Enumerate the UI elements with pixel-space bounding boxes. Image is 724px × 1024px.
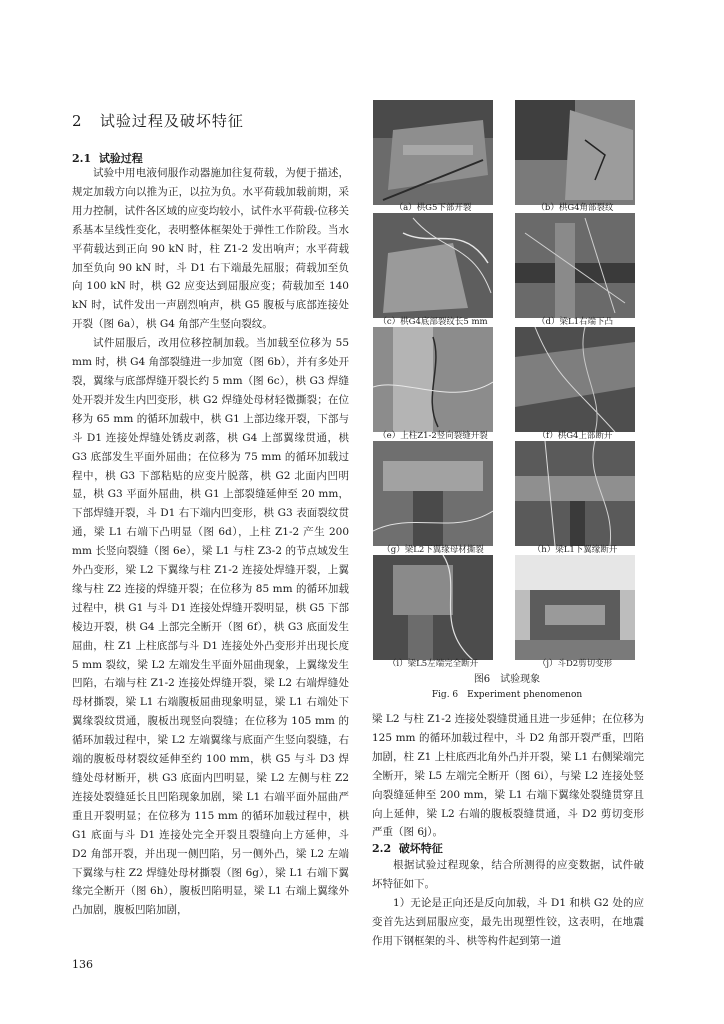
left-column-text	[72, 164, 349, 920]
caption-j: （j）斗D2剪切变形	[537, 659, 613, 669]
section-title: 2 试验过程及破坏特征	[72, 112, 244, 130]
subsection-2-2-title: 2.2 破坏特征	[372, 842, 443, 855]
photo-h	[515, 441, 635, 546]
paragraph: 试验中用电液伺服作动器施加往复荷载，为便于描述，规定加载方向以推为正，以拉为负。水平荷载加载前期，采用力控制，试件各区域的应变均较小，试件水平荷载-位移关系基本呈线性变化，表明整体框架处于弹性工作阶段。当水平荷载达到正向 90 kN 时，柱 Z1-2 发出响声；水平荷载加至负向 90 kN 时，斗 D1 右下端最先屈服；荷载加至负向 100 kN 时，栱 G2 应变达到屈服应变；荷载加至 140 kN 时，试件发出一声剧烈响声，栱 G5 腹板与底部连接处开裂（图 6a），栱 G4 角部产生竖向裂纹。	[72, 167, 349, 331]
caption-b: （b）栱G4角部裂纹	[536, 203, 614, 213]
photo-c	[373, 213, 493, 318]
figure-caption-en: Fig. 6 Experiment phenomenon	[431, 690, 583, 700]
caption-i: （i）梁L5左端完全断开	[387, 659, 479, 669]
caption-e: （e）上柱Z1-2竖向裂缝开裂	[378, 431, 488, 441]
paragraph: 1）无论是正向还是反向加载，斗 D1 和栱 G2 处的应变首先达到屈服应变，最先出现塑性铰，这表明，在地震作用下钢框架的斗、栱等构件起到第一道	[372, 896, 644, 947]
caption-g: （g）梁L2下翼缘母材撕裂	[382, 545, 484, 555]
right-column-text-2	[372, 856, 644, 951]
photo-f	[515, 327, 635, 432]
caption-f: （f）栱G4上部断开	[537, 431, 613, 441]
right-column-text	[372, 710, 644, 842]
paragraph: 根据试验过程现象，结合所测得的应变数据，试件破坏特征如下。	[372, 859, 644, 890]
photo-j	[515, 555, 635, 660]
figure-caption-zh: 图6 试验现象	[473, 674, 541, 685]
photo-e	[373, 327, 493, 432]
photo-a	[373, 100, 493, 205]
subsection-2-1-title: 2.1 试验过程	[72, 152, 143, 165]
photo-b	[515, 100, 635, 205]
page-number: 136	[72, 958, 93, 971]
photo-d	[515, 213, 635, 318]
caption-d: （d）梁L1右端下凸	[537, 317, 613, 327]
caption-a: （a）栱G5下部开裂	[394, 203, 472, 213]
photo-g	[373, 441, 493, 546]
photo-i	[373, 555, 493, 660]
caption-c: （c）栱G4底部裂纹长5 mm	[378, 317, 488, 327]
caption-h: （h）梁L1下翼缘断开	[532, 545, 618, 555]
paragraph: 梁 L2 与柱 Z1-2 连接处裂缝贯通且进一步延伸；在位移为 125 mm 的循环加载过程中，斗 D2 角部开裂严重，凹陷加剧，柱 Z1 上柱底西北角外凸并开裂，梁 L1 右侧梁端完全断开，梁 L5 左端完全断开（图 6i），与梁 L2 连接处竖向裂缝延伸至 200 mm，梁 L1 右端下翼缘处裂缝贯穿且向上延伸，梁 L2 右端的腹板裂缝贯通，斗 D2 剪切变形严重（图 6j）。	[372, 713, 644, 839]
paragraph: 试件屈服后，改用位移控制加载。当加载至位移为 55 mm 时，栱 G4 角部裂缝进一步加宽（图 6b），并有多处开裂，翼缘与底部焊缝开裂长约 5 mm（图 6c），栱 G3 焊缝处开裂并发生内凹变形，栱 G2 焊缝处母材轻微撕裂；在位移为 65 mm 的循环加载中，栱 G1 上部边缘开裂，下部与斗 D1 连接处焊缝处锈皮剥落，栱 G4 上部翼缘贯通，栱 G3 底部发生平面外屈曲；在位移为 75 mm 的循环加载过程中，栱 G3 下部粘贴的应变片脱落，栱 G2 北面内凹明显，栱 G3 平面外屈曲，栱 G1 上部裂缝延伸至 20 mm，下部焊缝开裂，斗 D1 右下端内凹变形，栱 G3 表面裂纹贯通，梁 L1 右端下凸明显（图 6d），上柱 Z1-2 产生 200 mm 长竖向裂缝（图 6e），梁 L1 与柱 Z3-2 的节点域发生外凸变形，梁 L2 下翼缘与柱 Z1-2 连接处焊缝开裂，上翼缘与柱 Z2 连接的焊缝开裂；在位移为 85 mm 的循环加载过程中，栱 G1 与斗 D1 连接处焊缝开裂明显，栱 G5 下部棱边开裂，栱 G4 上部完全断开（图 6f），栱 G3 底面发生屈曲，柱 Z1 上柱底部与斗 D1 连接处外凸变形并出现长度 5 mm 裂纹，梁 L2 左端发生平面外屈曲现象，上翼缘发生凹陷，右端与柱 Z1-2 连接处焊缝开裂，梁 L2 右端焊缝处母材撕裂，梁 L1 右端腹板屈曲现象明显，梁 L1 右端处下翼缘裂纹贯通，腹板出现竖向裂缝；在位移为 105 mm 的循环加载过程中，梁 L2 左端翼缘与底面产生竖向裂缝，右端的腹板母材裂纹延伸至约 100 mm，栱 G5 与斗 D3 焊缝处母材断开，栱 G3 底面内凹明显，梁 L2 左侧与柱 Z2 连接处裂缝延长且凹陷现象加剧，梁 L1 右端平面外屈曲严重且开裂明显；在位移为 115 mm 的循环加载过程中，栱 G1 底面与斗 D1 连接处完全开裂且裂缝向上方延伸，斗 D2 角部开裂，并出现一侧凹陷，另一侧外凸，梁 L2 左端下翼缘与柱 Z2 焊缝处母材撕裂（图 6g），梁 L1 右端下翼缘完全断开（图 6h），腹板凹陷明显，梁 L1 右端上翼缘外凸加剧，腹板凹陷加剧，	[72, 337, 349, 917]
